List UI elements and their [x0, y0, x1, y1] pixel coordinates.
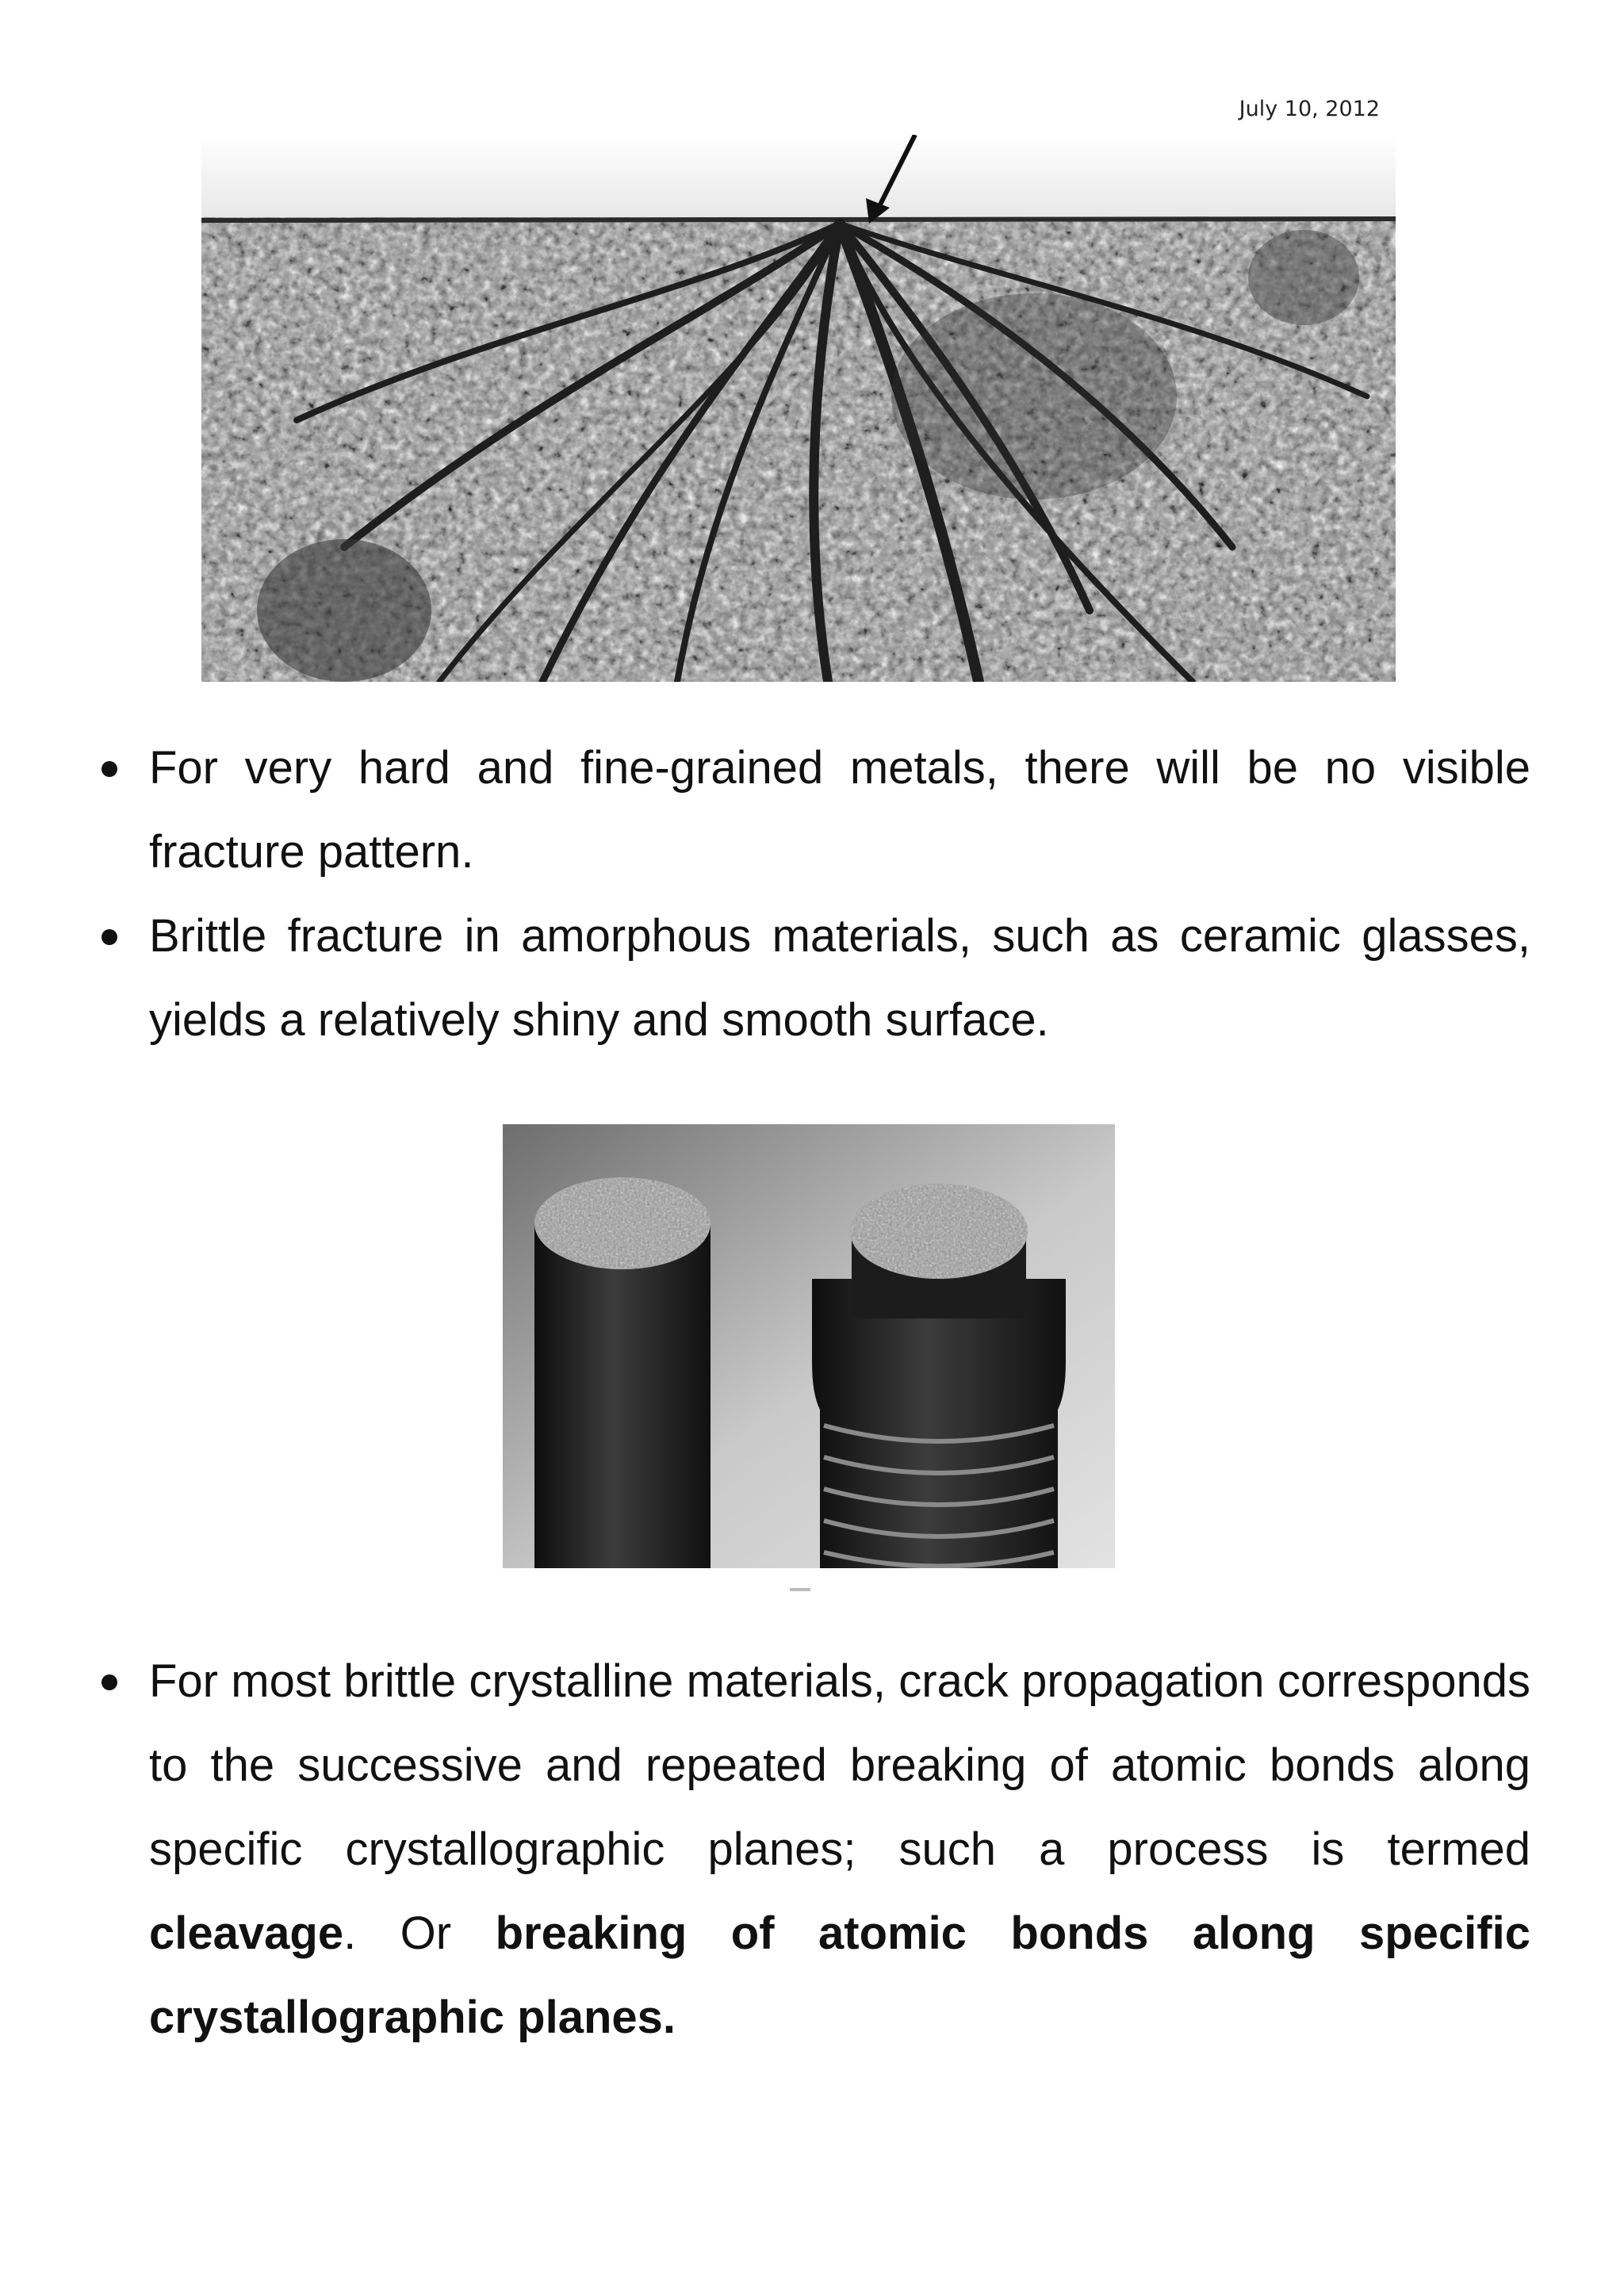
list-item [98, 726, 1530, 894]
fracture-surface-photo [201, 135, 1396, 682]
bullet-text-part2: . Or [343, 1908, 496, 1959]
bullet-list-bottom [98, 1640, 1530, 2060]
bullet-icon [102, 1674, 117, 1690]
broken-specimens-photo [503, 1124, 1115, 1568]
term-cleavage: cleavage [149, 1908, 344, 1959]
bullet-icon [102, 929, 117, 945]
page-date: July 10, 2012 [1239, 97, 1380, 121]
term-definition: breaking of atomic bonds along specific crystallographic planes. [149, 1908, 1530, 2043]
bullet-list-top [98, 726, 1530, 1062]
figure-mark [790, 1588, 810, 1591]
bullet-text-part1: For most brittle crystalline materials, crack propagation corresponds to the successive and repeated breaking of atomic bonds along specific crystallographic planes; such a process is termed [149, 1655, 1530, 1875]
bullet-text: Brittle fracture in amorphous materials, such as ceramic glasses, yields a relatively shiny and smooth surface. [149, 910, 1530, 1046]
bullet-icon [102, 761, 117, 777]
list-item [98, 894, 1530, 1062]
list-item [98, 1640, 1530, 2060]
bullet-text: For very hard and fine-grained metals, there will be no visible fracture pattern. [149, 742, 1530, 878]
